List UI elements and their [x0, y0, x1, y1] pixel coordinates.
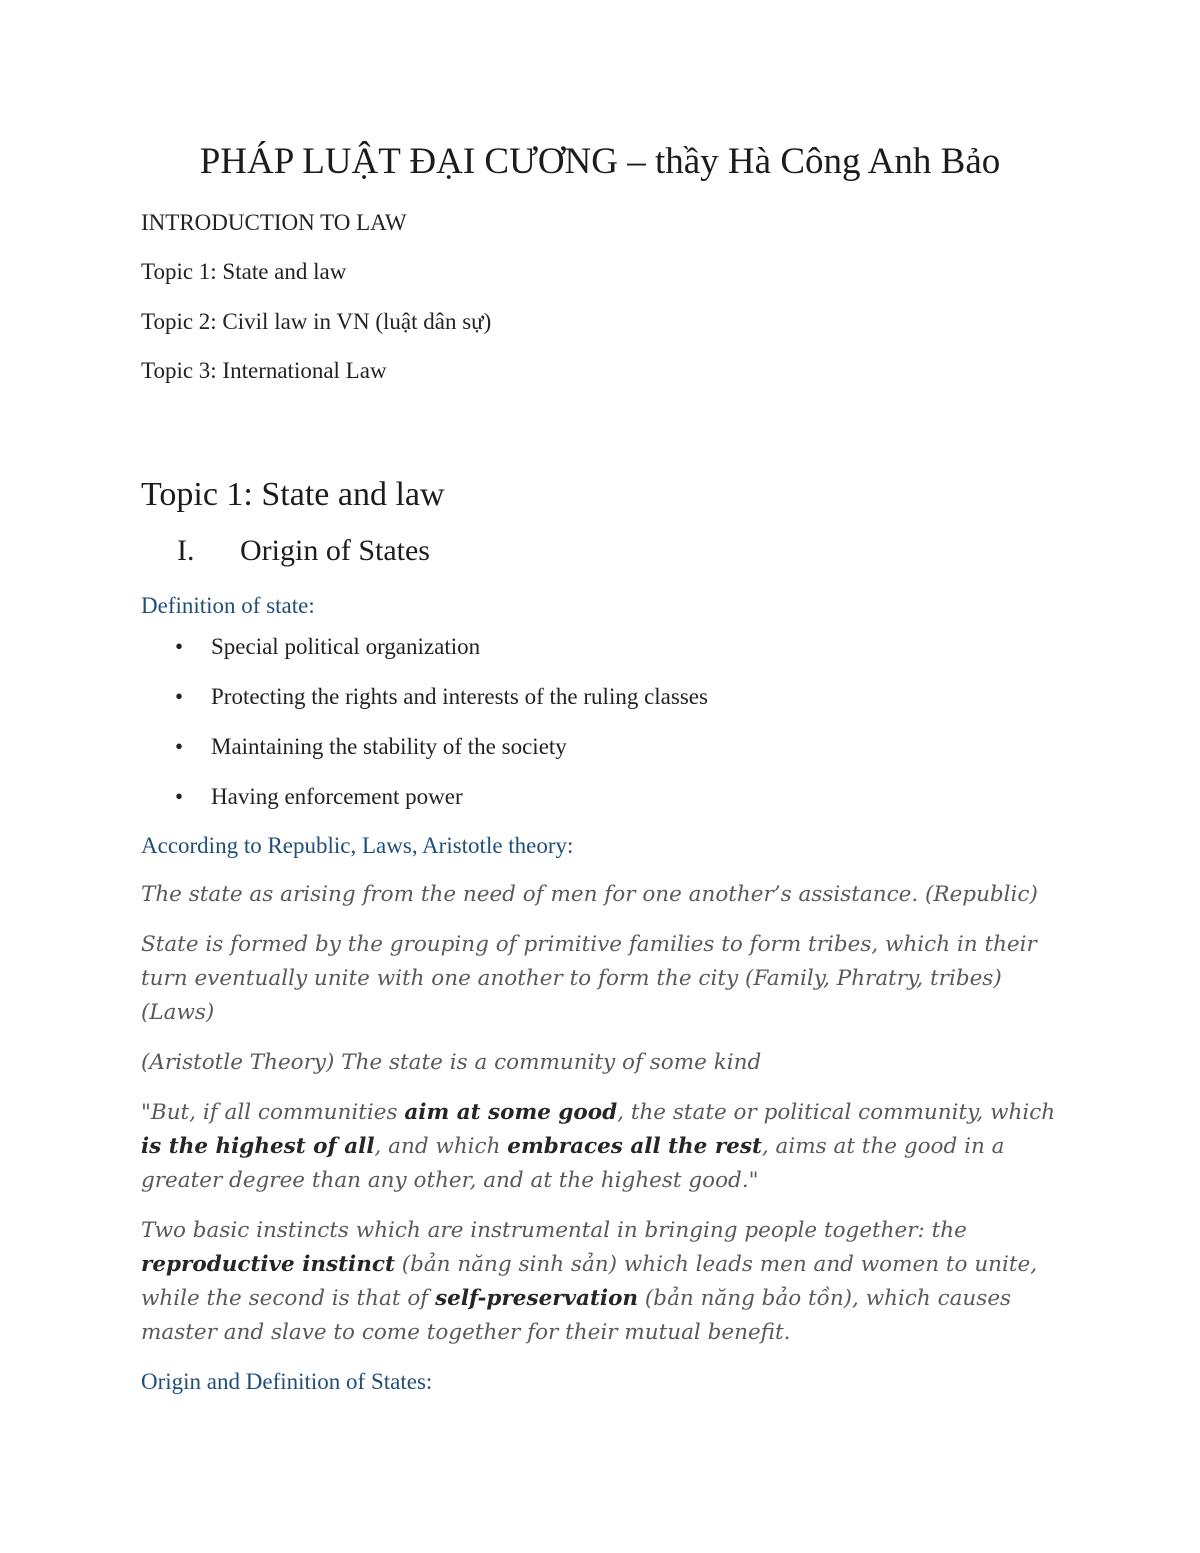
emphasis: self-preservation — [435, 1286, 639, 1311]
toc-item-2: Topic 2: Civil law in VN (luật dân sự) — [141, 309, 492, 334]
bullet-icon: • — [175, 634, 184, 659]
heading-topic-1: Topic 1: State and law — [141, 476, 445, 513]
according-heading: According to Republic, Laws, Aristotle theory: — [141, 833, 574, 858]
intro-line: INTRODUCTION TO LAW — [141, 210, 407, 235]
emphasis: is the highest of all — [141, 1134, 375, 1159]
emphasis: aim at some good — [404, 1100, 618, 1125]
paragraph-instincts: Two basic instincts which are instrumental in bringing people together: the reproductive instinct (bản năng sinh sản) which leads men and women to unite, while the second is that of self-preservation (bản năng bảo tồn), which causes master and slave to come together for their mutual benefit. — [141, 1218, 1038, 1345]
bullet-icon: • — [175, 684, 184, 709]
toc-item-1: Topic 1: State and law — [141, 259, 347, 284]
emphasis: embraces all the rest — [507, 1134, 762, 1159]
paragraph-republic: The state as arising from the need of men for one another’s assistance. (Republic) — [141, 882, 1038, 907]
document-page: PHÁP LUẬT ĐẠI CƯƠNG – thầy Hà Công Anh Bảo INTRODUCTION TO LAW Topic 1: State and law Topic 2: Civil law in VN (luật dân sự) Topic 3: International Law Topic 1: State and law I. Origin of States Definition of state: • Special political organization • Protecting the rights and interests of the ruling classes • Maintaining the stability of the society • Having enforcement power According to Republic, Laws, Aristotle theory: The state as arising from the need of men for one another’s assistance. (Republic) State is formed by the grouping of primitive families to form tribes, which in their turn eventually unite with one another to form the city (Family, Phratry, tribes) (Laws) (Aristotle Theory) The state is a community of some kind "But, if all communities aim at some good, the state or political community, which is the highest of all, and which embraces all the rest, aims at the good in a greater degree than any other, and at the highest good." Two basic instincts which are instrumental in bringing people together: the reproductive instinct (bản năng sinh sản) which leads men and women to unite, while the second is that of self-preservation (bản năng bảo tồn), which causes master and slave to come together for their mutual benefit. Origin and Definition of States: — [0, 0, 1200, 1553]
document-title: PHÁP LUẬT ĐẠI CƯƠNG – thầy Hà Công Anh Bảo — [199, 141, 1001, 182]
paragraph-laws: State is formed by the grouping of primitive families to form tribes, which in their turn eventually unite with one another to form the city (Family, Phratry, tribes) (Laws) — [141, 932, 1037, 1025]
paragraph-quote: "But, if all communities aim at some good, the state or political community, which is the highest of all, and which embraces all the rest, aims at the good in a greater degree than any other, and at the highest good." — [141, 1100, 1056, 1193]
paragraph-aristotle: (Aristotle Theory) The state is a community of some kind — [141, 1050, 762, 1075]
heading-text: Origin of States — [240, 534, 430, 567]
definition-heading: Definition of state: — [141, 593, 315, 618]
heading-origin-of-states — [141, 534, 430, 568]
bullet-icon: • — [175, 734, 184, 759]
bullet-icon: • — [175, 784, 184, 809]
emphasis: reproductive instinct — [141, 1252, 395, 1277]
heading-number: I. — [177, 534, 195, 567]
origin-definition-heading: Origin and Definition of States: — [141, 1369, 433, 1394]
toc-item-3: Topic 3: International Law — [141, 358, 387, 383]
